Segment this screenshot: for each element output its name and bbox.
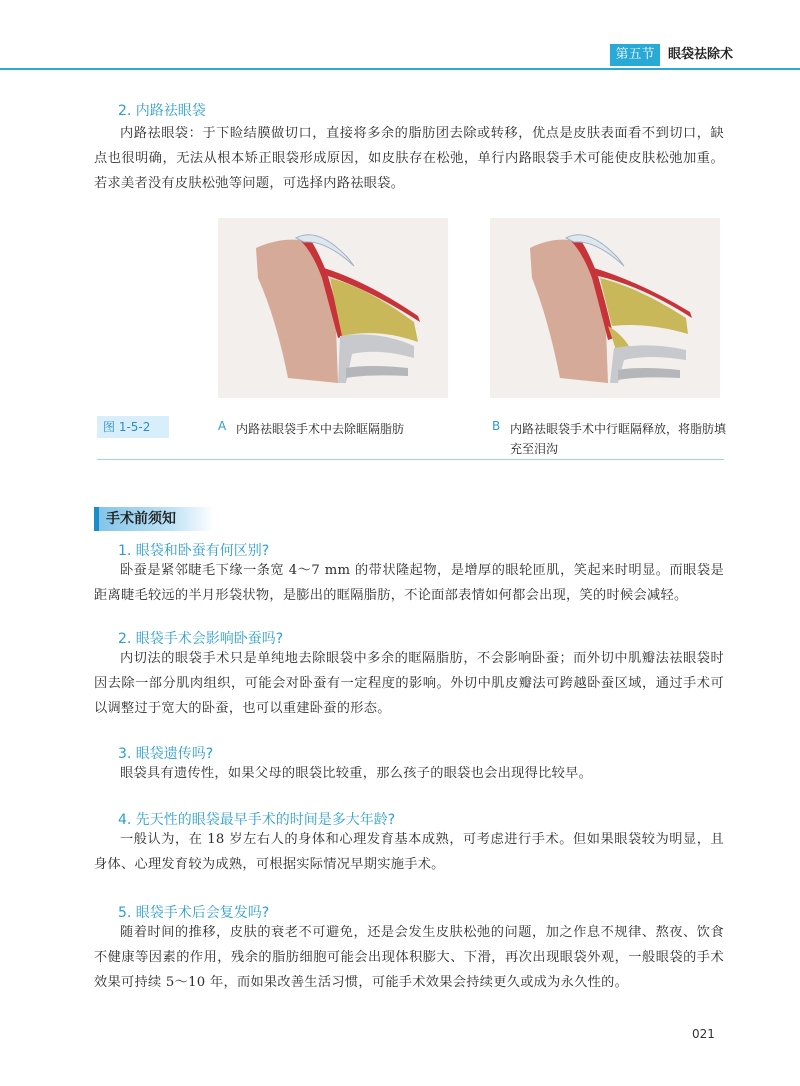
- section-title: 眼袋祛除术: [668, 47, 734, 62]
- intro-paragraph: 内路祛眼袋：于下睑结膜做切口，直接将多余的脂肪团去除或转移，优点是皮肤表面看不到切口，缺点也很明确，无法从根本矫正眼袋形成原因，如皮肤存在松弛，单行内路眼袋手术可能使皮肤松弛加重。若求美者没有皮肤松弛等问题，可选择内路祛眼袋。: [94, 126, 724, 191]
- qa-question-3: 3. 眼袋遗传吗?: [118, 746, 214, 762]
- figure-label: 图 1-5-2: [97, 416, 169, 438]
- qa-answer-3: 眼袋具有遗传性，如果父母的眼袋比较重，那么孩子的眼袋也会出现得比较早。: [120, 766, 593, 781]
- qa-answer-1: 卧蚕是紧邻睫毛下缘一条宽 4～7 mm 的带状隆起物，是增厚的眼轮匝肌，笑起来时明显。而眼袋是距离睫毛较远的半月形袋状物，是膨出的眶隔脂肪，不论面部表情如何都会出现，笑的时候会减轻。: [94, 563, 724, 603]
- section-badge: 第五节: [610, 44, 660, 66]
- header-divider: [0, 68, 800, 70]
- caption-b-text: 内路祛眼袋手术中行眶隔释放，将脂肪填充至泪沟: [510, 422, 727, 456]
- qa-question-4: 4. 先天性的眼袋最早手术的时间是多大年龄?: [118, 812, 396, 828]
- qa-question-1: 1. 眼袋和卧蚕有何区别?: [118, 543, 270, 559]
- figure-a-illustration: [218, 218, 448, 398]
- figure-b-illustration: [490, 218, 720, 398]
- page-number: 021: [692, 1027, 715, 1041]
- qa-answer-2: 内切法的眼袋手术只是单纯地去除眼袋中多余的眶隔脂肪，不会影响卧蚕；而外切中肌瓣法祛眼袋时因去除一部分肌肉组织，可能会对卧蚕有一定程度的影响。外切中肌皮瓣法可跨越卧蚕区域，通过手术可以调整过于宽大的卧蚕，也可以重建卧蚕的形态。: [94, 651, 724, 716]
- notice-title: 手术前须知: [106, 511, 176, 527]
- qa-answer-5: 随着时间的推移，皮肤的衰老不可避免，还是会发生皮肤松弛的问题，加之作息不规律、熬夜、饮食不健康等因素的作用，残余的脂肪细胞可能会出现体积膨大、下滑，再次出现眼袋外观，一般眼袋的手术效果可持续 5～10 年，而如果改善生活习惯，可能手术效果会持续更久或成为永久性的。: [94, 925, 724, 990]
- notice-bar: [94, 507, 99, 531]
- caption-a-text: 内路祛眼袋手术中去除眶隔脂肪: [236, 422, 405, 436]
- qa-answer-4: 一般认为，在 18 岁左右人的身体和心理发育基本成熟，可考虑进行手术。但如果眼袋较为明显，且身体、心理发育较为成熟，可根据实际情况早期实施手术。: [94, 832, 724, 872]
- qa-question-2: 2. 眼袋手术会影响卧蚕吗?: [118, 631, 284, 647]
- qa-question-5: 5. 眼袋手术后会复发吗?: [118, 905, 270, 921]
- notice-heading: [94, 507, 214, 531]
- caption-b-letter: B: [492, 419, 501, 433]
- intro-heading: 2. 内路祛眼袋: [118, 103, 206, 119]
- figure-divider: [97, 459, 724, 460]
- caption-a-letter: A: [218, 419, 227, 433]
